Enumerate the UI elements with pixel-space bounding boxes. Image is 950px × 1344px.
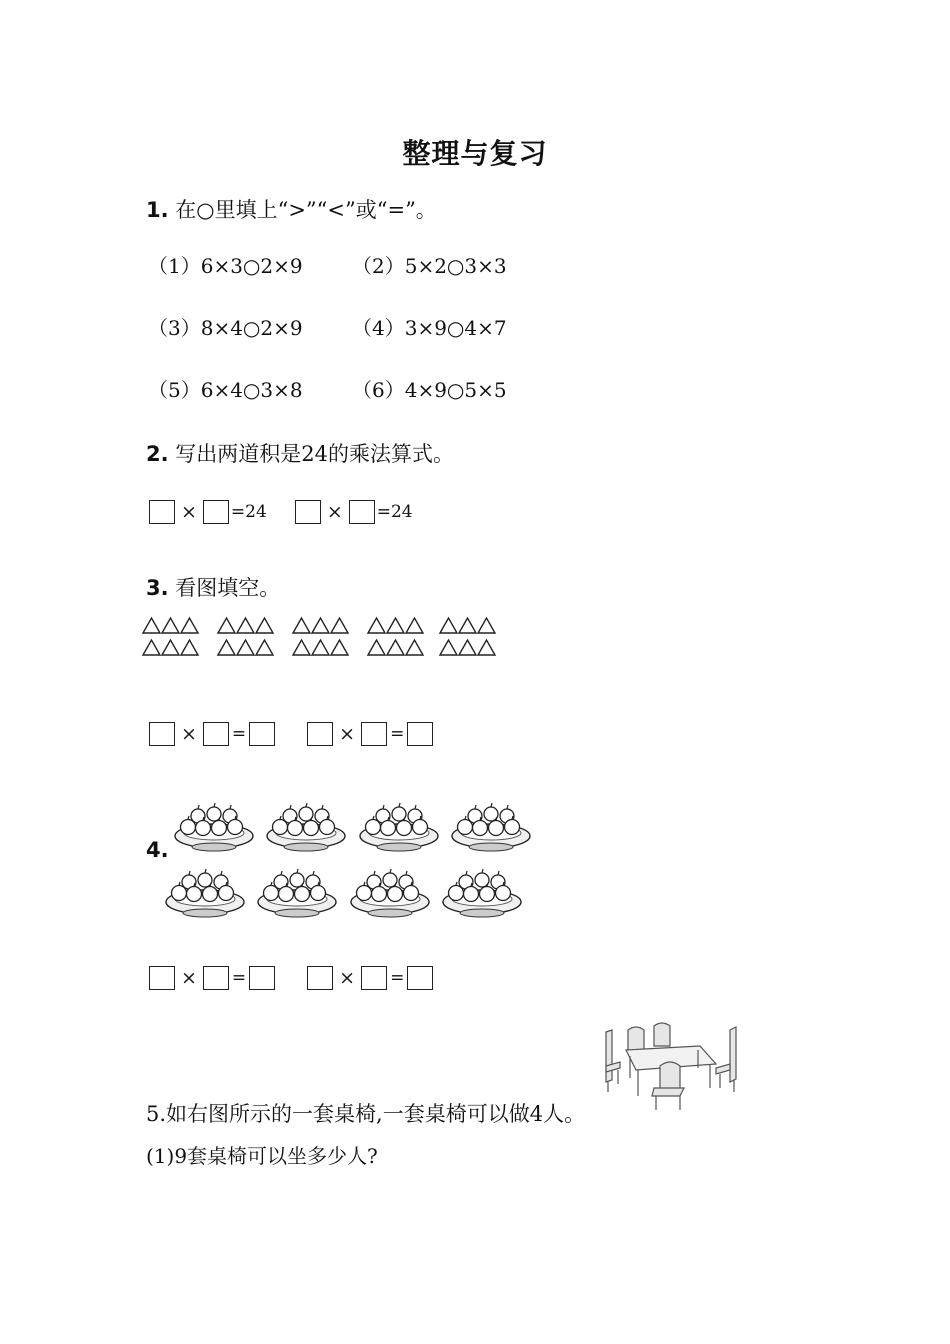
question-3 bbox=[146, 572, 280, 602]
equals-sign: = bbox=[231, 724, 247, 744]
triangle-icon bbox=[237, 640, 254, 655]
question-1 bbox=[146, 194, 437, 224]
question-1-number: 1. bbox=[146, 198, 169, 222]
comparison-item-3: （3）8×4○2×9 bbox=[148, 316, 303, 340]
apple-plates bbox=[160, 800, 540, 940]
answer-box[interactable] bbox=[203, 722, 229, 746]
triangle-icon bbox=[459, 640, 476, 655]
triangle-icon bbox=[181, 618, 198, 633]
equals-sign: = bbox=[231, 968, 247, 988]
apple-plate-icon bbox=[258, 869, 336, 917]
times-sign: × bbox=[181, 967, 197, 989]
apple-plate-icon bbox=[443, 869, 521, 917]
triangle-groups bbox=[143, 618, 503, 660]
question-5-text: 5.如右图所示的一套桌椅,一套桌椅可以做4人。 bbox=[146, 1102, 586, 1126]
question-2-text: 写出两道积是24的乘法算式。 bbox=[175, 442, 455, 466]
answer-box[interactable] bbox=[407, 966, 433, 990]
answer-box[interactable] bbox=[349, 500, 375, 524]
result-text: =24 bbox=[230, 502, 267, 522]
triangle-icon bbox=[368, 640, 385, 655]
question-2 bbox=[146, 438, 454, 468]
question-5-sub1: (1)9套桌椅可以坐多少人? bbox=[146, 1144, 378, 1168]
triangle-icon bbox=[162, 618, 179, 633]
comparison-item-2: （2）5×2○3×3 bbox=[352, 254, 507, 278]
question-2-number: 2. bbox=[146, 442, 169, 466]
comparison-item-6: （6）4×9○5×5 bbox=[352, 378, 507, 402]
comparison-item-4: （4）3×9○4×7 bbox=[352, 316, 507, 340]
apple-plate-icon bbox=[452, 803, 530, 851]
triangle-icon bbox=[459, 618, 476, 633]
question-3-text: 看图填空。 bbox=[175, 576, 281, 600]
question-4-answers bbox=[149, 966, 433, 990]
question-2-answers bbox=[149, 500, 413, 524]
equals-sign: = bbox=[390, 724, 405, 744]
apple-plate-icon bbox=[267, 803, 345, 851]
answer-box[interactable] bbox=[361, 722, 387, 746]
answer-box[interactable] bbox=[203, 500, 229, 524]
apple-plate-icon bbox=[166, 869, 244, 917]
times-sign: × bbox=[181, 723, 197, 745]
triangle-icon bbox=[331, 640, 348, 655]
times-sign: × bbox=[339, 967, 356, 989]
triangle-icon bbox=[181, 640, 198, 655]
times-sign: × bbox=[181, 501, 197, 523]
answer-box[interactable] bbox=[149, 966, 175, 990]
triangle-icon bbox=[478, 618, 495, 633]
triangle-icon bbox=[143, 618, 160, 633]
answer-box[interactable] bbox=[149, 500, 175, 524]
triangle-icon bbox=[331, 618, 348, 633]
apple-plate-icon bbox=[360, 803, 438, 851]
equals-sign: = bbox=[390, 968, 405, 988]
answer-box[interactable] bbox=[149, 722, 175, 746]
result-text: =24 bbox=[376, 502, 413, 522]
answer-box[interactable] bbox=[407, 722, 433, 746]
triangle-icon bbox=[368, 618, 385, 633]
triangle-icon bbox=[312, 640, 329, 655]
triangle-icon bbox=[218, 640, 235, 655]
triangle-icon bbox=[218, 618, 235, 633]
triangle-icon bbox=[406, 640, 423, 655]
answer-box[interactable] bbox=[307, 722, 333, 746]
table-chairs-image bbox=[598, 1022, 748, 1114]
apple-plate-icon bbox=[175, 803, 253, 851]
answer-box[interactable] bbox=[203, 966, 229, 990]
triangle-icon bbox=[478, 640, 495, 655]
triangle-icon bbox=[440, 618, 457, 633]
triangle-icon bbox=[293, 640, 310, 655]
triangle-icon bbox=[162, 640, 179, 655]
comparison-item-1: （1）6×3○2×9 bbox=[148, 254, 303, 278]
answer-box[interactable] bbox=[295, 500, 321, 524]
times-sign: × bbox=[339, 723, 356, 745]
times-sign: × bbox=[326, 501, 343, 523]
triangle-icon bbox=[256, 618, 273, 633]
question-3-answers bbox=[149, 722, 433, 746]
apple-plate-icon bbox=[351, 869, 429, 917]
triangle-icon bbox=[143, 640, 160, 655]
answer-box[interactable] bbox=[307, 966, 333, 990]
triangle-icon bbox=[312, 618, 329, 633]
triangle-icon bbox=[237, 618, 254, 633]
triangle-icon bbox=[387, 640, 404, 655]
triangle-icon bbox=[293, 618, 310, 633]
page-title: 整理与复习 bbox=[402, 137, 548, 170]
triangle-icon bbox=[406, 618, 423, 633]
question-3-number: 3. bbox=[146, 576, 169, 600]
question-4-number: 4. bbox=[146, 838, 169, 862]
comparison-item-5: （5）6×4○3×8 bbox=[148, 378, 303, 402]
answer-box[interactable] bbox=[249, 722, 275, 746]
triangle-icon bbox=[440, 640, 457, 655]
triangle-icon bbox=[387, 618, 404, 633]
question-1-text: 在○里填上“>”“<”或“=”。 bbox=[175, 198, 437, 222]
answer-box[interactable] bbox=[249, 966, 275, 990]
triangle-icon bbox=[256, 640, 273, 655]
answer-box[interactable] bbox=[361, 966, 387, 990]
